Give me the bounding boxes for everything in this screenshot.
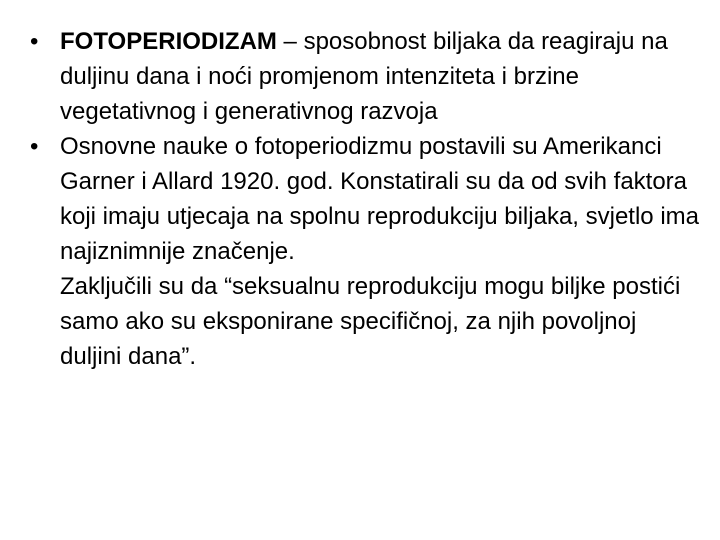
bullet-text: [60, 129, 700, 374]
bullet-item-history: [30, 129, 700, 374]
bullet-item-photoperiodism: [30, 24, 700, 129]
bullet-text: [60, 24, 700, 129]
bullet-definition: – sposobnost biljaka da reagiraju na duljinu dana i noći promjenom intenziteta i brzine vegetativnog i generativnog razvoja: [60, 28, 668, 125]
bullet-continuation: Zaključili su da “seksualnu reprodukciju mogu biljke postići samo ako su eksponirane specifičnoj, za njih povoljnoj duljini dana”.: [60, 273, 681, 370]
bullet-term: FOTOPERIODIZAM: [60, 28, 277, 55]
bullet-paragraph: Osnovne nauke o fotoperiodizmu postavili su Amerikanci Garner i Allard 1920. god. Konstatirali su da od svih faktora koji imaju utjecaja na spolnu reprodukciju biljaka, svjetlo ima najiznimnije značenje.: [60, 133, 699, 265]
bullet-icon: •: [30, 28, 39, 55]
bullet-icon: •: [30, 133, 39, 160]
slide-body: [30, 24, 700, 374]
